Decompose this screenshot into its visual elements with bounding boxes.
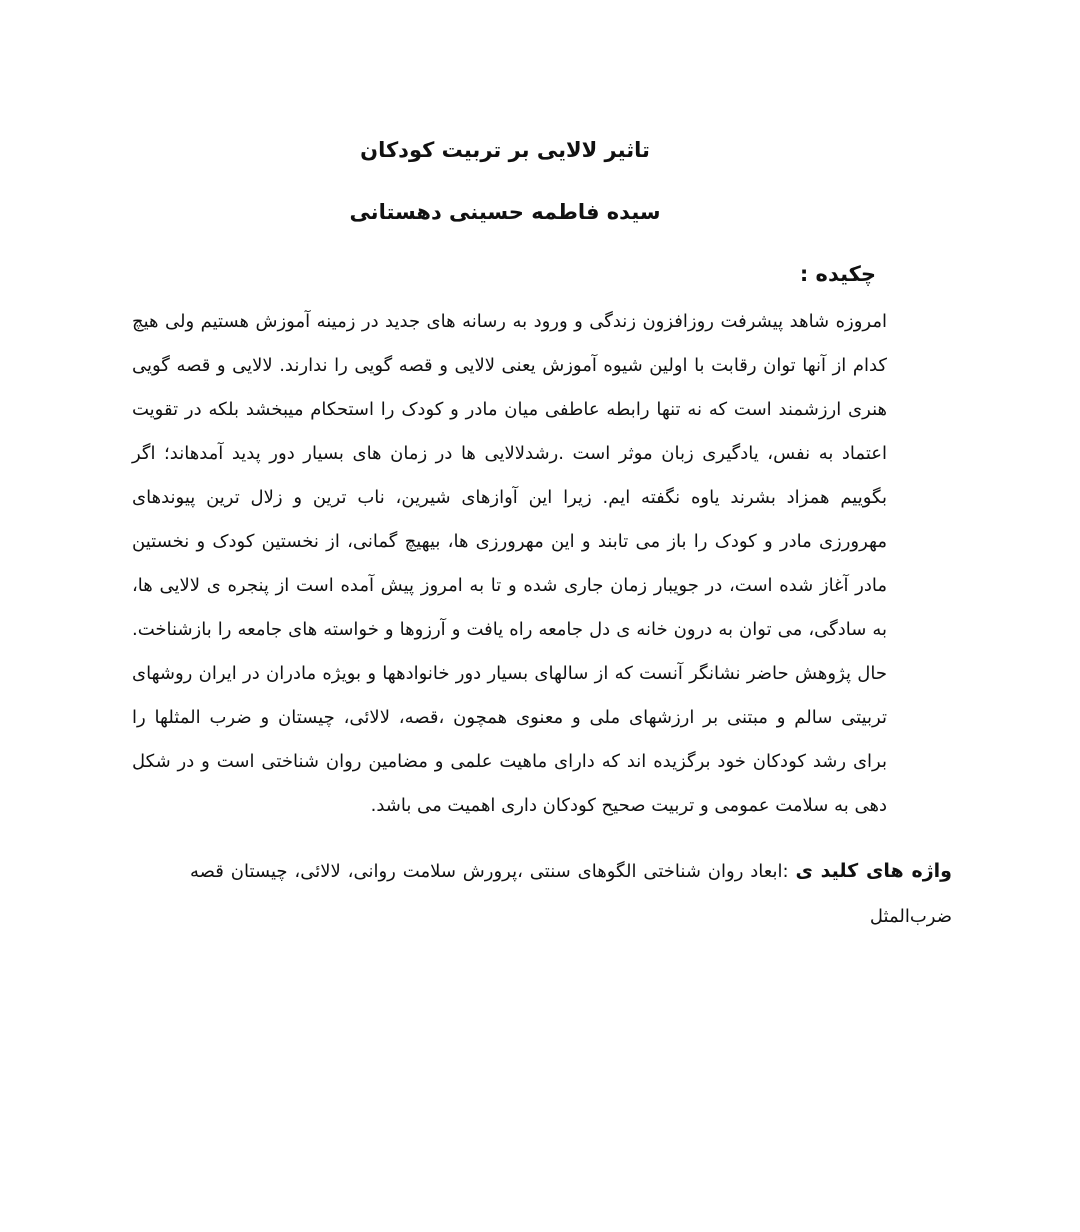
abstract-line: کدام از آنها توان رقابت با اولین شیوه آموزش یعنی لالایی و قصه گویی را ندارند. لالایی و قصه گویی (132, 355, 887, 376)
keywords-line-continued: ضرب‌المثل (869, 906, 952, 927)
abstract-body (132, 300, 887, 828)
abstract-line: امروزه شاهد پیشرفت روزافزون زندگی و ورود به رسانه های جدید در زمینه آموزش هستیم ولی هیچ (132, 311, 887, 332)
abstract-line: مادر آغاز شده است، در جویبار زمان جاری شده و تا به امروز پیش آمده است از پنجره ی لالایی ها، (132, 575, 887, 596)
author-name: سیده فاطمه حسینی دهستانی (349, 200, 661, 224)
abstract-line: مهرورزی مادر و کودک را باز می تابند و این مهرورزی ها، بیهیچ گمانی، از نخستین کودک و نخستین (132, 531, 887, 552)
abstract-line: بگوییم همزاد بشرند یاوه نگفته ایم. زیرا این آوازهای شیرین، ناب ترین و زلال ترین پیوندهای (132, 487, 887, 508)
abstract-line: برای رشد کودکان خود برگزیده اند که دارای ماهیت علمی و مضامین روان شناختی است و در شکل (132, 751, 887, 772)
abstract-line: هنری ارزشمند است که نه تنها رابطه عاطفی میان مادر و کودک را استحکام میبخشد بلکه در تقویت (132, 399, 887, 420)
abstract-line: حال پژوهش حاضر نشانگر آنست که از سالهای بسیار دور خانوادهها و بویژه مادران در ایران روشهای (132, 663, 887, 684)
keywords-label: واژه های کلید ی (795, 860, 952, 882)
paper-title: تاثیر لالایی بر تربیت کودکان (360, 138, 650, 162)
keywords-section (190, 848, 952, 940)
abstract-line: دهی به سلامت عمومی و تربیت صحیح کودکان داری اهمیت می باشد. (370, 795, 887, 816)
abstract-line: تربیتی سالم و مبتنی بر ارزشهای ملی و معنوی همچون ،قصه، لالائی، چیستان و ضرب المثلها را (132, 707, 887, 728)
abstract-line: اعتماد به نفس، یادگیری زبان موثر است .رشدلالایی ها در زمان های بسیار دور پدید آمدهاند؛ اگر (132, 443, 887, 464)
keywords-line (190, 848, 952, 894)
abstract-line: به سادگی، می توان به درون خانه ی دل جامعه راه یافت و آرزوها و خواسته های جامعه را بازشناخت. (132, 619, 887, 640)
keywords-list: :ابعاد روان شناختی الگوهای سنتی ،پرورش سلامت روانی، لالائی، چیستان قصه (190, 861, 789, 882)
abstract-heading: چکیده : (799, 262, 876, 286)
